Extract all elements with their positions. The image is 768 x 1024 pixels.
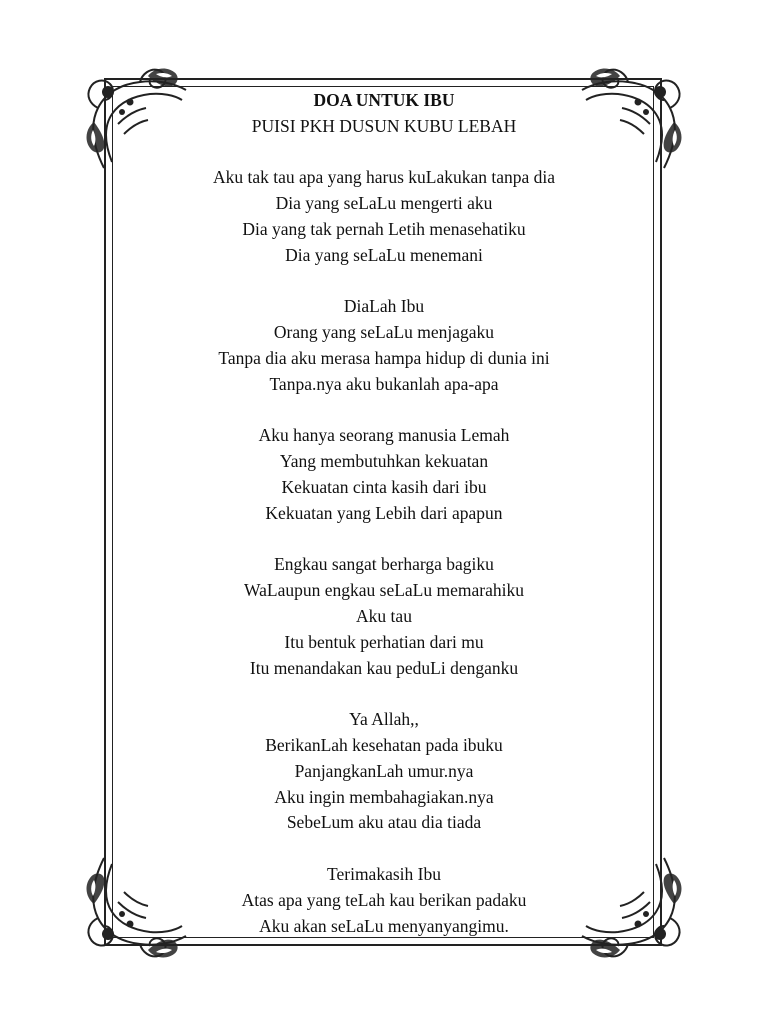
poem-line: DiaLah Ibu: [343, 296, 425, 317]
stanza: [140, 862, 628, 939]
stanza: [140, 294, 628, 397]
poem-line: Kekuatan yang Lebih dari apapun: [265, 502, 503, 523]
poem-line: Dia yang seLaLu menemani: [285, 244, 483, 265]
poem-line: Engkau sangat berharga bagiku: [274, 554, 494, 575]
poem-line: Tanpa.nya aku bukanlah apa-apa: [269, 373, 499, 394]
poem-line: Dia yang seLaLu mengerti aku: [275, 193, 493, 214]
poem-subtitle: PUISI PKH DUSUN KUBU LEBAH: [251, 115, 517, 136]
poem-body: [140, 88, 628, 939]
poem-title: DOA UNTUK IBU: [313, 90, 455, 110]
poem-line: Kekuatan cinta kasih dari ibu: [281, 476, 487, 497]
poem-line: WaLaupun engkau seLaLu memarahiku: [244, 580, 524, 601]
poem-line: Aku hanya seorang manusia Lemah: [258, 425, 510, 446]
poem-line: Tanpa dia aku merasa hampa hidup di dunia ini: [218, 347, 550, 368]
stanza: [140, 423, 628, 526]
stanza: [140, 707, 628, 836]
poem-line: SebeLum aku atau dia tiada: [286, 812, 482, 833]
poem-line: Aku tau: [356, 605, 412, 626]
poem-line: Ya Allah,,: [349, 709, 419, 730]
poem-line: BerikanLah kesehatan pada ibuku: [265, 734, 503, 755]
stanza: [140, 165, 628, 268]
poem-line: PanjangkanLah umur.nya: [294, 760, 474, 781]
poem-line: Itu bentuk perhatian dari mu: [284, 631, 484, 652]
poem-line: Orang yang seLaLu menjagaku: [273, 322, 495, 343]
poem-line: Itu menandakan kau peduLi denganku: [249, 657, 519, 678]
poem-line: Aku akan seLaLu menyanyangimu.: [259, 915, 509, 936]
poem-line: Yang membutuhkan kekuatan: [279, 451, 489, 472]
poem-line: Aku tak tau apa yang harus kuLakukan tanpa dia: [212, 167, 556, 188]
poem-line: Atas apa yang teLah kau berikan padaku: [241, 889, 527, 910]
poem-line: Terimakasih Ibu: [327, 863, 441, 884]
poem-line: Aku ingin membahagiakan.nya: [274, 786, 494, 807]
poem-line: Dia yang tak pernah Letih menasehatiku: [242, 218, 526, 239]
stanza: [140, 552, 628, 681]
